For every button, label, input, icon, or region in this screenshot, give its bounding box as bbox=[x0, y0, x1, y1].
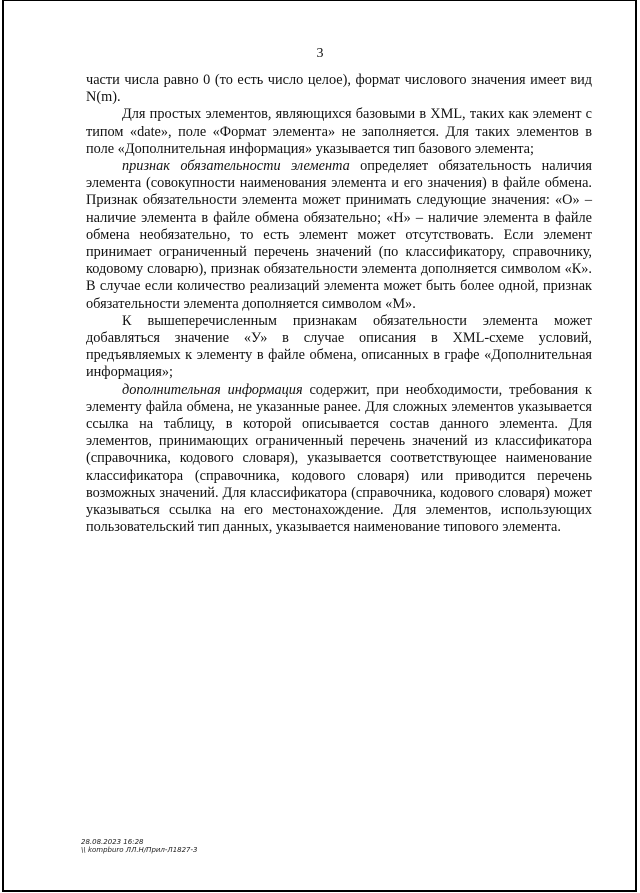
paragraph-3-text: определяет обязательность наличия элемента (совокупности наименования элемента и его значения) в файле обмена. Признак обязательности элемента может принимать следующие значения: «О» – наличие элемента в файле обмена обязательно; «Н» – наличие элемента в файле обмена необязательно, то есть элемент может отсутствовать. Если элемент принимает ограниченный перечень значений (по классификатору, справочнику, кодовому словарю), признак обязательности элемента дополняется символом «К». В случае если количество реализаций элемента может быть более одной, признак обязательности элемента дополняется символом «М». bbox=[86, 158, 592, 312]
document-body bbox=[86, 72, 592, 536]
term-mandatory-flag: признак обязательности элемента bbox=[122, 158, 350, 175]
paragraph-5-text: содержит, при необходимости, требования к элементу файла обмена, не указанные ранее. Для сложных элементов указывается ссылка на таблицу, в которой описывается состав данного элемента. Для элементов, принимающих ограниченный перечень значений из классификатора (справочника, кодового словаря), указывается соответствующее наименование классификатора (справочника, кодового словаря) или приводится перечень возможных значений. Для классификатора (справочника, кодового словаря) может указываться ссылка на его местонахождение. Для элементов, использующих пользовательский тип данных, указывается наименование типового элемента. bbox=[86, 381, 592, 536]
paragraph-3 bbox=[86, 158, 592, 313]
term-additional-info: дополнительная информация bbox=[122, 381, 303, 398]
footer-date-time: 28.08.2023 16:28 bbox=[81, 838, 144, 846]
paragraph-1: части числа равно 0 (то есть число целое), формат числового значения имеет вид N(m). bbox=[86, 72, 592, 106]
paragraph-2: Для простых элементов, являющихся базовыми в XML, таких как элемент с типом «date», поле «Формат элемента» не заполняется. Для таких элементов в поле «Дополнительная информация» указывается тип базового элемента; bbox=[86, 106, 592, 157]
paragraph-4: К вышеперечисленным признакам обязательности элемента может добавляться значение «У» в случае описания в XML-схеме условий, предъявляемых к элементу в файле обмена, описанных в графе «Дополнительная информация»; bbox=[86, 312, 592, 381]
paragraph-5 bbox=[86, 382, 592, 537]
footer-file-path: \\ kompburo ЛЛ.Н/Прил-Л1827-3 bbox=[81, 846, 198, 854]
page-number: 3 bbox=[316, 46, 324, 61]
footer-stamp bbox=[81, 838, 198, 854]
